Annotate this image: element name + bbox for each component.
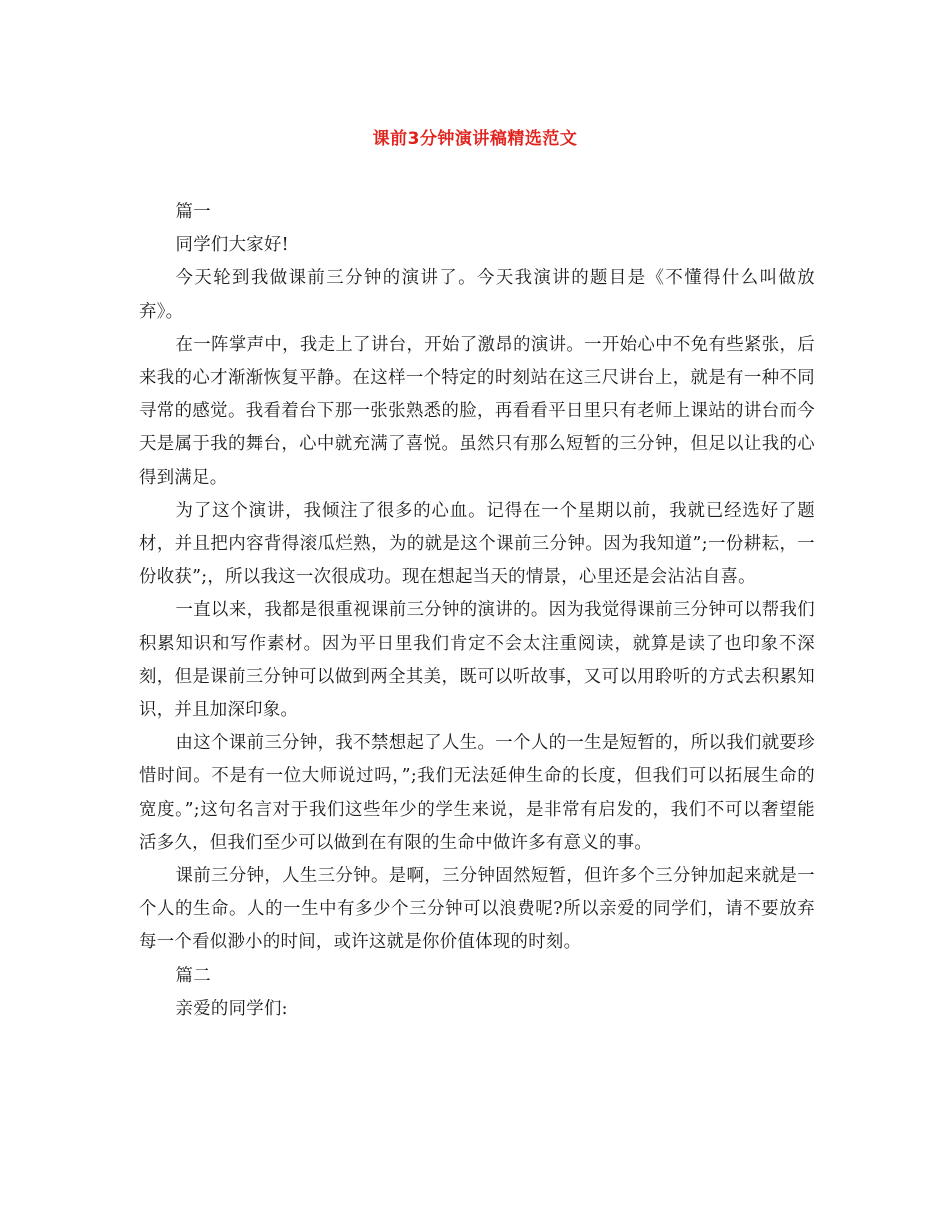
section-heading: 篇一: [175, 202, 211, 222]
paragraph: 为了这个演讲，我倾注了很多的心血。记得在一个星期以前，我就已经选好了题材，并且把内容背得滚瓜烂熟，为的就是这个课前三分钟。因为我知道”;一份耕耘，一份收获”;，所以我这一次很成功。现在想起当天的情景，心里还是会沾沾自喜。: [139, 500, 815, 588]
paragraph: 在一阵掌声中，我走上了讲台，开始了激昂的演讲。一开始心中不免有些紧张，后来我的心才渐渐恢复平静。在这样一个特定的时刻站在这三尺讲台上，就是有一种不同寻常的感觉。我看着台下那一张张熟悉的脸，再看看平日里只有老师上课站的讲台而今天是属于我的舞台，心中就充满了喜悦。虽然只有那么短暂的三分钟，但足以让我的心得到满足。: [139, 334, 815, 488]
paragraph: 由这个课前三分钟，我不禁想起了人生。一个人的一生是短暂的，所以我们就要珍惜时间。不是有一位大师说过吗，”;我们无法延伸生命的长度，但我们可以拓展生命的宽度。”;这句名言对于我们这些年少的学生来说，是非常有启发的，我们不可以奢望能活多久，但我们至少可以做到在有限的生命中做许多有意义的事。: [139, 733, 815, 853]
section-heading: 篇二: [175, 965, 211, 986]
paragraph: 今天轮到我做课前三分钟的演讲了。今天我演讲的题目是《不懂得什么叫做放弃》。: [139, 268, 815, 322]
paragraph: 课前三分钟，人生三分钟。是啊，三分钟固然短暂，但许多个三分钟加起来就是一个人的生命。人的一生中有多少个三分钟可以浪费呢?所以亲爱的同学们，请不要放弃每一个看似渺小的时间，或许这就是你价值体现的时刻。: [139, 866, 815, 953]
document-title: 课前3分钟演讲稿精选范文: [372, 129, 578, 149]
paragraph: 一直以来，我都是很重视课前三分钟的演讲的。因为我觉得课前三分钟可以帮我们积累知识和写作素材。因为平日里我们肯定不会太注重阅读，就算是读了也印象不深刻，但是课前三分钟可以做到两全其美，既可以听故事，又可以用聆听的方式去积累知识，并且加深印象。: [139, 600, 815, 721]
document-body: [139, 196, 815, 1026]
greeting: 亲爱的同学们:: [175, 998, 288, 1019]
greeting: 同学们大家好!: [175, 235, 289, 256]
